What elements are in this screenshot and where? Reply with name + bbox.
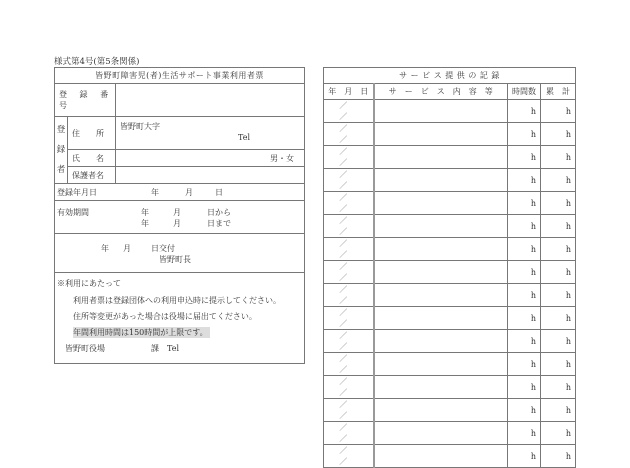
record-date-field[interactable]: ／ ／	[324, 399, 374, 422]
record-date-field[interactable]: ／ ／	[324, 215, 374, 238]
record-total-field[interactable]: h	[540, 215, 575, 238]
record-row	[324, 123, 576, 146]
note-item: 住所等変更があった場合は役場に届出てください。	[73, 312, 257, 321]
record-hours-field[interactable]: h	[507, 238, 540, 261]
note-item: 利用者票は登録団体への利用申込時に提示してください。	[73, 296, 281, 305]
notes-title: ※利用にあたって	[57, 279, 121, 288]
record-hours-field[interactable]: h	[507, 123, 540, 146]
record-row	[324, 238, 576, 261]
record-service-field[interactable]	[374, 238, 508, 261]
issue-date-row: 年 月 日交付 皆野町長	[55, 234, 305, 273]
record-date-field[interactable]: ／ ／	[324, 100, 374, 123]
registration-number-label: 登 録 番 号	[55, 84, 116, 117]
record-service-field[interactable]	[374, 353, 508, 376]
record-hours-field[interactable]: h	[507, 330, 540, 353]
section-tel: 課 Tel	[151, 344, 180, 353]
record-total-field[interactable]: h	[540, 307, 575, 330]
record-date-field[interactable]: ／ ／	[324, 422, 374, 445]
record-total-field[interactable]: h	[540, 399, 575, 422]
record-total-field[interactable]: h	[540, 123, 575, 146]
guardian-name-field[interactable]	[116, 167, 305, 184]
record-total-field[interactable]: h	[540, 192, 575, 215]
service-record-table	[323, 67, 576, 468]
record-hours-field[interactable]: h	[507, 422, 540, 445]
record-service-field[interactable]	[374, 284, 508, 307]
record-row	[324, 353, 576, 376]
record-date-field[interactable]: ／ ／	[324, 330, 374, 353]
record-total-field[interactable]: h	[540, 238, 575, 261]
record-hours-field[interactable]: h	[507, 215, 540, 238]
note-item-highlighted: 年間利用時間は150時間が上限です。	[73, 328, 208, 337]
record-row	[324, 169, 576, 192]
record-service-field[interactable]	[374, 307, 508, 330]
usage-notes	[55, 273, 305, 364]
record-hours-field[interactable]: h	[507, 169, 540, 192]
header-cumulative: 累 計	[540, 84, 575, 100]
record-service-field[interactable]	[374, 100, 508, 123]
validity-period-row: 有効期間 年 月 日から 年 月 日まで	[55, 201, 305, 234]
name-field[interactable]	[116, 150, 305, 167]
record-date-field[interactable]: ／ ／	[324, 169, 374, 192]
record-date-field[interactable]: ／ ／	[324, 261, 374, 284]
record-total-field[interactable]: h	[540, 261, 575, 284]
record-date-field[interactable]: ／ ／	[324, 123, 374, 146]
record-total-field[interactable]: h	[540, 330, 575, 353]
record-hours-field[interactable]: h	[507, 192, 540, 215]
record-service-field[interactable]	[374, 169, 508, 192]
record-service-field[interactable]	[374, 215, 508, 238]
record-date-field[interactable]: ／ ／	[324, 192, 374, 215]
record-row	[324, 215, 576, 238]
record-date-field[interactable]: ／ ／	[324, 284, 374, 307]
address-label: 住 所	[68, 117, 116, 150]
record-service-field[interactable]	[374, 146, 508, 169]
record-service-field[interactable]	[374, 422, 508, 445]
record-total-field[interactable]: h	[540, 169, 575, 192]
record-total-field[interactable]: h	[540, 146, 575, 169]
record-hours-field[interactable]: h	[507, 146, 540, 169]
address-value: 皆野町大字	[120, 122, 160, 131]
form-number-label: 様式第4号(第5条関係)	[54, 57, 140, 67]
record-row	[324, 399, 576, 422]
record-row	[324, 376, 576, 399]
record-row	[324, 445, 576, 468]
record-row	[324, 307, 576, 330]
gender-option[interactable]: 男・女	[270, 153, 294, 163]
record-total-field[interactable]: h	[540, 422, 575, 445]
record-hours-field[interactable]: h	[507, 353, 540, 376]
record-total-field[interactable]: h	[540, 284, 575, 307]
record-hours-field[interactable]: h	[507, 100, 540, 123]
user-registration-table	[54, 67, 305, 364]
record-row	[324, 192, 576, 215]
record-total-field[interactable]: h	[540, 376, 575, 399]
record-service-field[interactable]	[374, 445, 508, 468]
record-service-field[interactable]	[374, 261, 508, 284]
record-service-field[interactable]	[374, 330, 508, 353]
record-service-field[interactable]	[374, 123, 508, 146]
record-hours-field[interactable]: h	[507, 445, 540, 468]
record-service-field[interactable]	[374, 192, 508, 215]
service-record-title: サ ー ビ ス 提 供 の 記 録	[324, 68, 576, 84]
record-date-field[interactable]: ／ ／	[324, 376, 374, 399]
record-service-field[interactable]	[374, 376, 508, 399]
record-hours-field[interactable]: h	[507, 376, 540, 399]
registration-date-row: 登録年月日 年 月 日	[55, 184, 305, 201]
name-label: 氏 名	[68, 150, 116, 167]
record-total-field[interactable]: h	[540, 100, 575, 123]
record-row	[324, 284, 576, 307]
registrant-label: 登 録 者	[55, 117, 68, 184]
record-date-field[interactable]: ／ ／	[324, 353, 374, 376]
header-service-content: サ ー ビ ス 内 容 等	[374, 84, 508, 100]
record-row	[324, 261, 576, 284]
record-row	[324, 100, 576, 123]
record-hours-field[interactable]: h	[507, 307, 540, 330]
record-hours-field[interactable]: h	[507, 284, 540, 307]
record-date-field[interactable]: ／ ／	[324, 445, 374, 468]
record-row	[324, 330, 576, 353]
address-field[interactable]	[116, 117, 305, 150]
registration-form-title: 皆野町障害児(者)生活サポート事業利用者票	[55, 68, 305, 84]
tel-label: Tel	[238, 133, 251, 142]
record-hours-field[interactable]: h	[507, 399, 540, 422]
registration-number-field[interactable]	[116, 84, 305, 117]
record-row	[324, 146, 576, 169]
record-date-field[interactable]: ／ ／	[324, 146, 374, 169]
header-hours: 時間数	[507, 84, 540, 100]
record-hours-field[interactable]: h	[507, 261, 540, 284]
office-name: 皆野町役場	[65, 344, 105, 353]
record-total-field[interactable]: h	[540, 445, 575, 468]
record-date-field[interactable]: ／ ／	[324, 238, 374, 261]
header-date: 年 月 日	[324, 84, 374, 100]
record-date-field[interactable]: ／ ／	[324, 307, 374, 330]
issuer: 皆野町長	[159, 255, 191, 264]
record-service-field[interactable]	[374, 399, 508, 422]
record-total-field[interactable]: h	[540, 353, 575, 376]
record-row	[324, 422, 576, 445]
guardian-name-label: 保護者名	[68, 167, 116, 184]
